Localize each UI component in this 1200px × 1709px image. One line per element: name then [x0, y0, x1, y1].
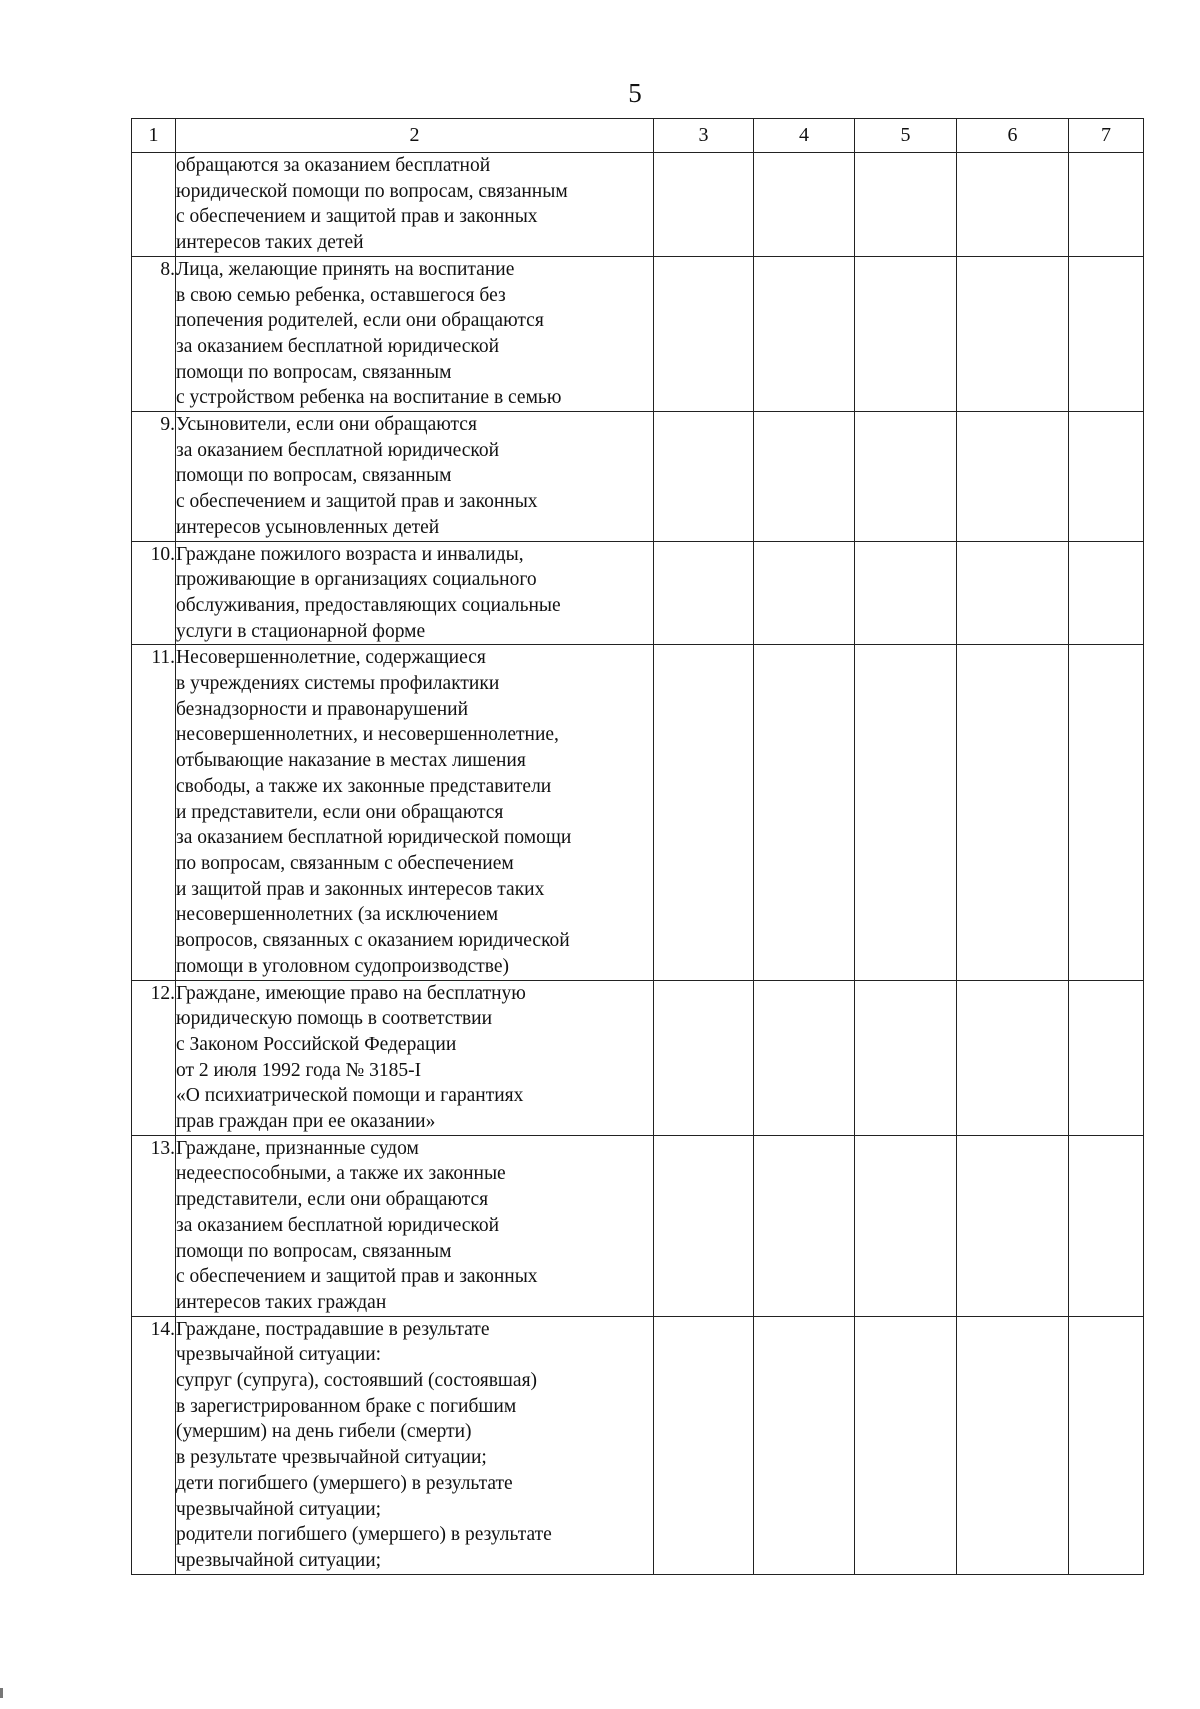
description-line: Граждане пожилого возраста и инвалиды,	[176, 543, 524, 565]
scan-edge-mark	[0, 1688, 3, 1698]
description-line: дети погибшего (умершего) в результате	[176, 1472, 513, 1494]
table-body	[132, 153, 1144, 1575]
table-row	[132, 153, 1144, 257]
description-line: чрезвычайной ситуации:	[176, 1344, 382, 1366]
description-line: Граждане, признанные судом	[176, 1137, 419, 1159]
empty-cell-col-6	[957, 1316, 1069, 1574]
empty-cell-col-7	[1069, 1316, 1144, 1574]
description-line: проживающие в организациях социального	[176, 569, 537, 591]
description-line: за оказанием бесплатной юридической	[176, 335, 500, 357]
empty-cell-col-5	[855, 1135, 957, 1316]
description-line: в зарегистрированном браке с погибшим	[176, 1395, 517, 1417]
description-line: с обеспечением и защитой прав и законных	[176, 206, 538, 228]
description-line: помощи по вопросам, связанным	[176, 1240, 452, 1262]
empty-cell-col-6	[957, 1135, 1069, 1316]
empty-cell-col-6	[957, 541, 1069, 645]
empty-cell-col-5	[855, 153, 957, 257]
empty-cell-col-7	[1069, 412, 1144, 542]
empty-cell-col-3	[654, 980, 754, 1135]
column-header: 6	[957, 119, 1069, 153]
description-line: юридическую помощь в соответствии	[176, 1008, 493, 1030]
description-line: чрезвычайной ситуации;	[176, 1549, 382, 1571]
empty-cell-col-3	[654, 645, 754, 980]
description-line: представители, если они обращаются	[176, 1189, 489, 1211]
description-line: Лица, желающие принять на воспитание	[176, 258, 515, 280]
empty-cell-col-4	[754, 645, 855, 980]
table-row	[132, 256, 1144, 411]
description-line: обслуживания, предоставляющих социальные	[176, 594, 561, 616]
description-line: с устройством ребенка на воспитание в семью	[176, 387, 562, 409]
empty-cell-col-6	[957, 153, 1069, 257]
description-line: прав граждан при ее оказании»	[176, 1111, 436, 1133]
description-line: чрезвычайной ситуации;	[176, 1498, 382, 1520]
empty-cell-col-3	[654, 153, 754, 257]
description-line: от 2 июля 1992 года № 3185-I	[176, 1059, 422, 1081]
empty-cell-col-3	[654, 1135, 754, 1316]
empty-cell-col-6	[957, 256, 1069, 411]
description-line: обращаются за оказанием бесплатной	[176, 155, 491, 176]
description-line: супруг (супруга), состоявший (состоявшая)	[176, 1370, 538, 1392]
row-number: 14.	[132, 1316, 176, 1574]
row-number: 11.	[132, 645, 176, 980]
description-line: услуги в стационарной форме	[176, 620, 426, 642]
row-description	[176, 541, 654, 645]
description-line: и представители, если они обращаются	[176, 801, 504, 823]
description-line: «О психиатрической помощи и гарантиях	[176, 1085, 524, 1107]
page-number: 5	[628, 78, 642, 108]
empty-cell-col-5	[855, 412, 957, 542]
empty-cell-col-4	[754, 980, 855, 1135]
row-number: 10.	[132, 541, 176, 645]
row-number	[132, 153, 176, 257]
column-header: 1	[132, 119, 176, 153]
description-line: родители погибшего (умершего) в результате	[176, 1524, 552, 1546]
description-line: помощи в уголовном судопроизводстве)	[176, 955, 510, 977]
table-row	[132, 645, 1144, 980]
row-description	[176, 645, 654, 980]
table-row	[132, 412, 1144, 542]
empty-cell-col-3	[654, 412, 754, 542]
description-line: Граждане, имеющие право на бесплатную	[176, 982, 526, 1004]
description-line: с обеспечением и защитой прав и законных	[176, 1266, 538, 1288]
row-description	[176, 1135, 654, 1316]
column-header: 3	[654, 119, 754, 153]
description-line: (умершим) на день гибели (смерти)	[176, 1421, 472, 1443]
description-line: недееспособными, а также их законные	[176, 1163, 506, 1185]
description-line: безнадзорности и правонарушений	[176, 698, 469, 720]
empty-cell-col-3	[654, 541, 754, 645]
beneficiaries-table	[131, 118, 1144, 1575]
description-line: с Законом Российской Федерации	[176, 1033, 457, 1055]
row-description	[176, 256, 654, 411]
description-line: Граждане, пострадавшие в результате	[176, 1318, 490, 1340]
table-header-row	[132, 119, 1144, 153]
column-header: 4	[754, 119, 855, 153]
description-line: в учреждениях системы профилактики	[176, 673, 500, 695]
description-line: несовершеннолетних, и несовершеннолетние,	[176, 724, 559, 746]
description-line: за оказанием бесплатной юридической	[176, 439, 500, 461]
description-line: Несовершеннолетние, содержащиеся	[176, 647, 486, 669]
description-line: отбывающие наказание в местах лишения	[176, 750, 526, 772]
empty-cell-col-4	[754, 412, 855, 542]
empty-cell-col-3	[654, 1316, 754, 1574]
empty-cell-col-7	[1069, 645, 1144, 980]
empty-cell-col-7	[1069, 256, 1144, 411]
description-line: вопросов, связанных с оказанием юридической	[176, 930, 570, 952]
description-line: и защитой прав и законных интересов таких	[176, 878, 545, 900]
description-line: за оказанием бесплатной юридической помощи	[176, 827, 572, 849]
table-row	[132, 980, 1144, 1135]
description-line: в результате чрезвычайной ситуации;	[176, 1447, 487, 1469]
description-line: несовершеннолетних (за исключением	[176, 904, 499, 926]
table-row	[132, 541, 1144, 645]
empty-cell-col-6	[957, 412, 1069, 542]
description-line: помощи по вопросам, связанным	[176, 361, 452, 383]
description-line: попечения родителей, если они обращаются	[176, 310, 544, 332]
empty-cell-col-7	[1069, 153, 1144, 257]
column-header: 5	[855, 119, 957, 153]
empty-cell-col-5	[855, 980, 957, 1135]
description-line: в свою семью ребенка, оставшегося без	[176, 284, 506, 306]
description-line: юридической помощи по вопросам, связанным	[176, 180, 568, 202]
row-description	[176, 153, 654, 257]
empty-cell-col-7	[1069, 541, 1144, 645]
row-number: 9.	[132, 412, 176, 542]
empty-cell-col-4	[754, 1316, 855, 1574]
empty-cell-col-4	[754, 153, 855, 257]
description-line: с обеспечением и защитой прав и законных	[176, 491, 538, 513]
row-description	[176, 1316, 654, 1574]
row-description	[176, 980, 654, 1135]
empty-cell-col-3	[654, 256, 754, 411]
row-number: 13.	[132, 1135, 176, 1316]
empty-cell-col-4	[754, 1135, 855, 1316]
empty-cell-col-7	[1069, 980, 1144, 1135]
column-header: 7	[1069, 119, 1144, 153]
empty-cell-col-6	[957, 645, 1069, 980]
table-row	[132, 1135, 1144, 1316]
description-line: Усыновители, если они обращаются	[176, 414, 477, 436]
description-line: свободы, а также их законные представители	[176, 775, 552, 797]
description-line: интересов таких детей	[176, 232, 364, 254]
empty-cell-col-5	[855, 645, 957, 980]
description-line: интересов усыновленных детей	[176, 516, 440, 538]
description-line: помощи по вопросам, связанным	[176, 465, 452, 487]
table-row	[132, 1316, 1144, 1574]
description-line: за оказанием бесплатной юридической	[176, 1214, 500, 1236]
row-number: 12.	[132, 980, 176, 1135]
empty-cell-col-7	[1069, 1135, 1144, 1316]
row-description	[176, 412, 654, 542]
empty-cell-col-5	[855, 1316, 957, 1574]
row-number: 8.	[132, 256, 176, 411]
empty-cell-col-5	[855, 256, 957, 411]
empty-cell-col-4	[754, 256, 855, 411]
empty-cell-col-5	[855, 541, 957, 645]
empty-cell-col-4	[754, 541, 855, 645]
description-line: интересов таких граждан	[176, 1291, 387, 1313]
empty-cell-col-6	[957, 980, 1069, 1135]
description-line: по вопросам, связанным с обеспечением	[176, 852, 514, 874]
column-header: 2	[176, 119, 654, 153]
